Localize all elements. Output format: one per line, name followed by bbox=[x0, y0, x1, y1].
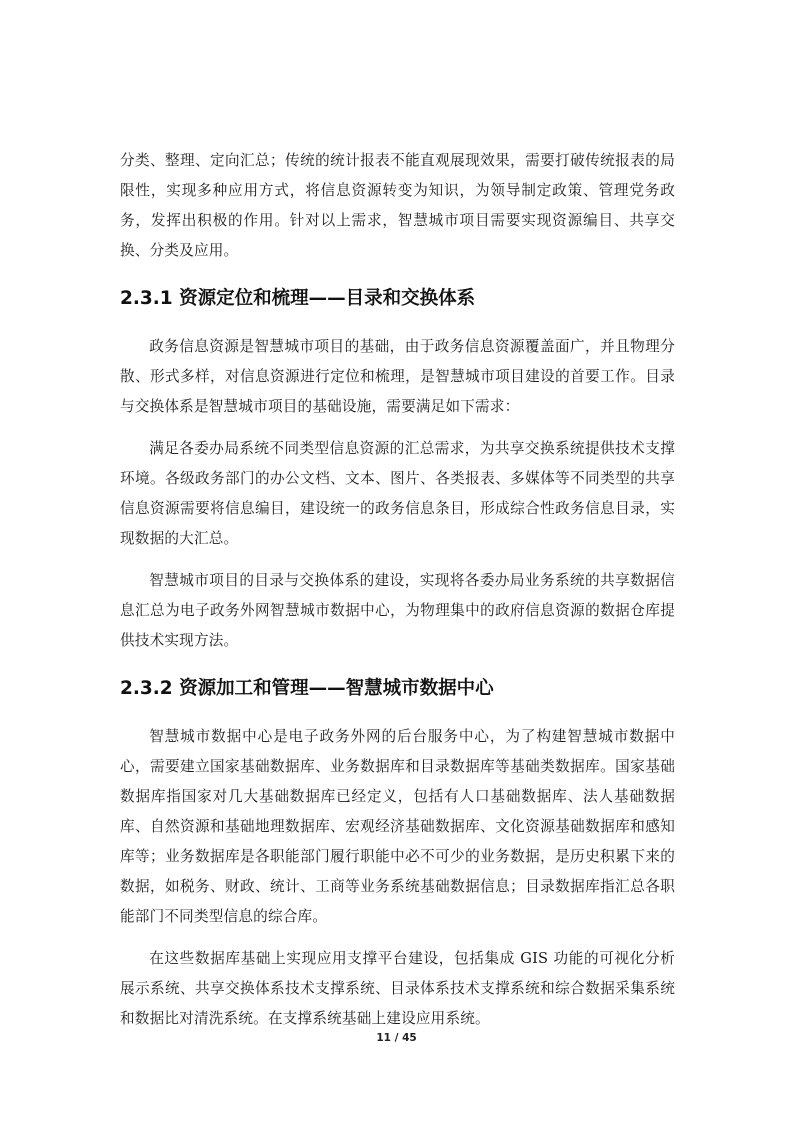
paragraph: 智慧城市项目的目录与交换体系的建设，实现将各委办局业务系统的共享数据信息汇总为电子政务外网智慧城市数据中心，为物理集中的政府信息资源的数据仓库提供技术实现方法。 bbox=[120, 572, 675, 649]
paragraph: 智慧城市数据中心是电子政务外网的后台服务中心，为了构建智慧城市数据中心，需要建立国家基础数据库、业务数据库和目录数据库等基础类数据库。国家基础数据库指国家对几大基础数据库已经定义，包括有人口基础数据库、法人基础数据库、自然资源和基础地理数据库、宏观经济基础数据库、文化资源基础数据库和感知库等；业务数据库是各职能部门履行职能中必不可少的业务数据，是历史积累下来的数据，如税务、财政、统计、工商等业务系统基础数据信息；目录数据库指汇总各职能部门不同类型信息的综合库。 bbox=[120, 728, 675, 925]
paragraph: 政务信息资源是智慧城市项目的基础，由于政务信息资源覆盖面广，并且物理分散、形式多样，对信息资源进行定位和梳理，是智慧城市项目建设的首要工作。目录与交换体系是智慧城市项目的基础设施，需要满足如下需求： bbox=[120, 338, 675, 415]
page-number: 11 / 45 bbox=[376, 1032, 417, 1044]
section-heading-2-3-2: 2.3.2 资源加工和管理——智慧城市数据中心 bbox=[120, 678, 494, 699]
section-heading-2-3-1: 2.3.1 资源定位和梳理——目录和交换体系 bbox=[120, 288, 476, 309]
paragraph: 满足各委办局系统不同类型信息资源的汇总需求，为共享交换系统提供技术支撑环境。各级政务部门的办公文档、文本、图片、各类报表、多媒体等不同类型的共享信息资源需要将信息编目，建设统一的政务信息条目，形成综合性政务信息目录，实现数据的大汇总。 bbox=[120, 440, 675, 547]
document-body bbox=[120, 146, 675, 1046]
intro-paragraph: 分类、整理、定向汇总；传统的统计报表不能直观展现效果，需要打破传统报表的局限性，实现多种应用方式，将信息资源转变为知识，为领导制定政策、管理党务政务，发挥出积极的作用。针对以上需求，智慧城市项目需要实现资源编目、共享交换、分类及应用。 bbox=[120, 152, 675, 259]
paragraph: 在这些数据库基础上实现应用支撑平台建设，包括集成 GIS 功能的可视化分析展示系统、共享交换体系技术支撑系统、目录体系技术支撑系统和综合数据采集系统和数据比对清洗系统。在支撑系统基础上建设应用系统。 bbox=[120, 950, 675, 1027]
